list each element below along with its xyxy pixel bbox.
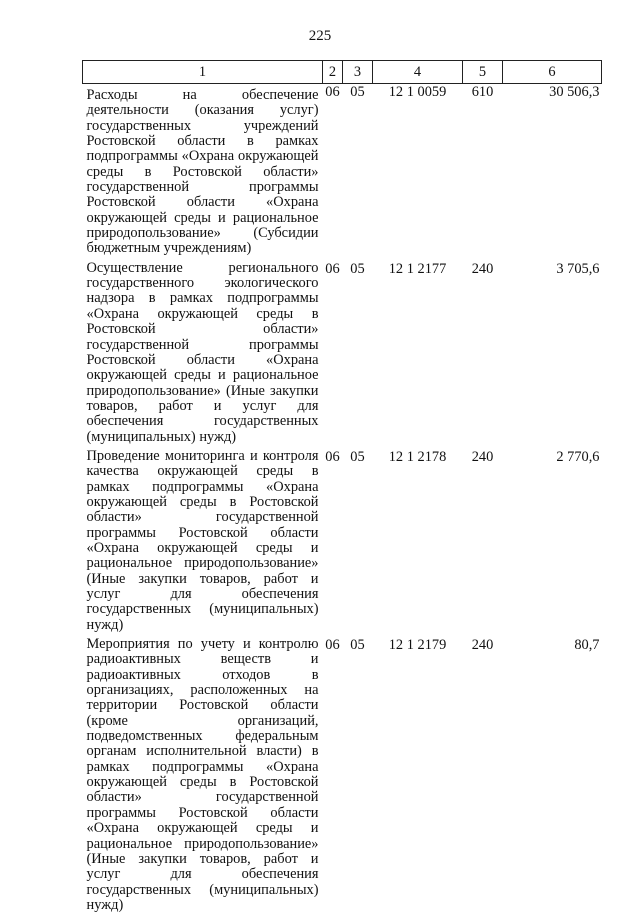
table-row [83,257,602,445]
table-row [83,84,602,257]
row-description: Мероприятия по учету и контролю радиоактивных веществ и радиоактивных отходов в организациях, расположенных на территории Ростовской области (кроме организаций, подведомственных федеральным органам исполнительной власти) в рамках подпрограммы «Охрана окружающей среды в Ростовской области» государственной программы Ростовской области «Охрана окружающей среды и рациональное природопользование» (Иные закупки товаров, работ и услуг для обеспечения государственных (муниципальных) нужд) [83,633,323,913]
row-subsection: 05 [343,633,373,913]
row-target-item: 12 1 2179 [373,633,463,913]
page-number: 225 [0,28,640,45]
column-header-5: 5 [463,61,503,84]
row-subsection: 05 [343,445,373,633]
row-section: 06 [323,445,343,633]
column-header-2: 2 [323,61,343,84]
row-section: 06 [323,633,343,913]
table-row [83,445,602,633]
row-section: 06 [323,257,343,445]
row-target-item: 12 1 0059 [373,84,463,257]
column-header-4: 4 [373,61,463,84]
row-amount: 80,7 [503,633,602,913]
row-amount: 3 705,6 [503,257,602,445]
row-description: Проведение мониторинга и контроля качества окружающей среды в рамках подпрограммы «Охрана окружающей среды в Ростовской области» государственной программы Ростовской области «Охрана окружающей среды и рациональное природопользование» (Иные закупки товаров, работ и услуг для обеспечения государственных (муниципальных) нужд) [83,445,323,633]
row-amount: 2 770,6 [503,445,602,633]
row-subsection: 05 [343,84,373,257]
column-header-1: 1 [83,61,323,84]
row-amount: 30 506,3 [503,84,602,257]
budget-table [82,60,602,913]
column-header-3: 3 [343,61,373,84]
row-expense-type: 610 [463,84,503,257]
row-description: Расходы на обеспечение деятельности (оказания услуг) государственных учреждений Ростовской области в рамках подпрограммы «Охрана окружающей среды в Ростовской области» государственной программы Ростовской области «Охрана окружающей среды и рациональное природопользование» (Субсидии бюджетным учреждениям) [83,84,323,257]
table-header [83,61,602,84]
table-row [83,633,602,913]
row-section: 06 [323,84,343,257]
row-target-item: 12 1 2177 [373,257,463,445]
row-description: Осуществление регионального государственного экологического надзора в рамках подпрограммы «Охрана окружающей среды в Ростовской области» государственной программы Ростовской области «Охрана окружающей среды и рациональное природопользование» (Иные закупки товаров, работ и услуг для обеспечения государственных (муниципальных) нужд) [83,257,323,445]
row-expense-type: 240 [463,445,503,633]
row-subsection: 05 [343,257,373,445]
column-header-6: 6 [503,61,602,84]
row-target-item: 12 1 2178 [373,445,463,633]
header-row [83,61,602,84]
row-expense-type: 240 [463,257,503,445]
row-expense-type: 240 [463,633,503,913]
table-body [83,84,602,913]
